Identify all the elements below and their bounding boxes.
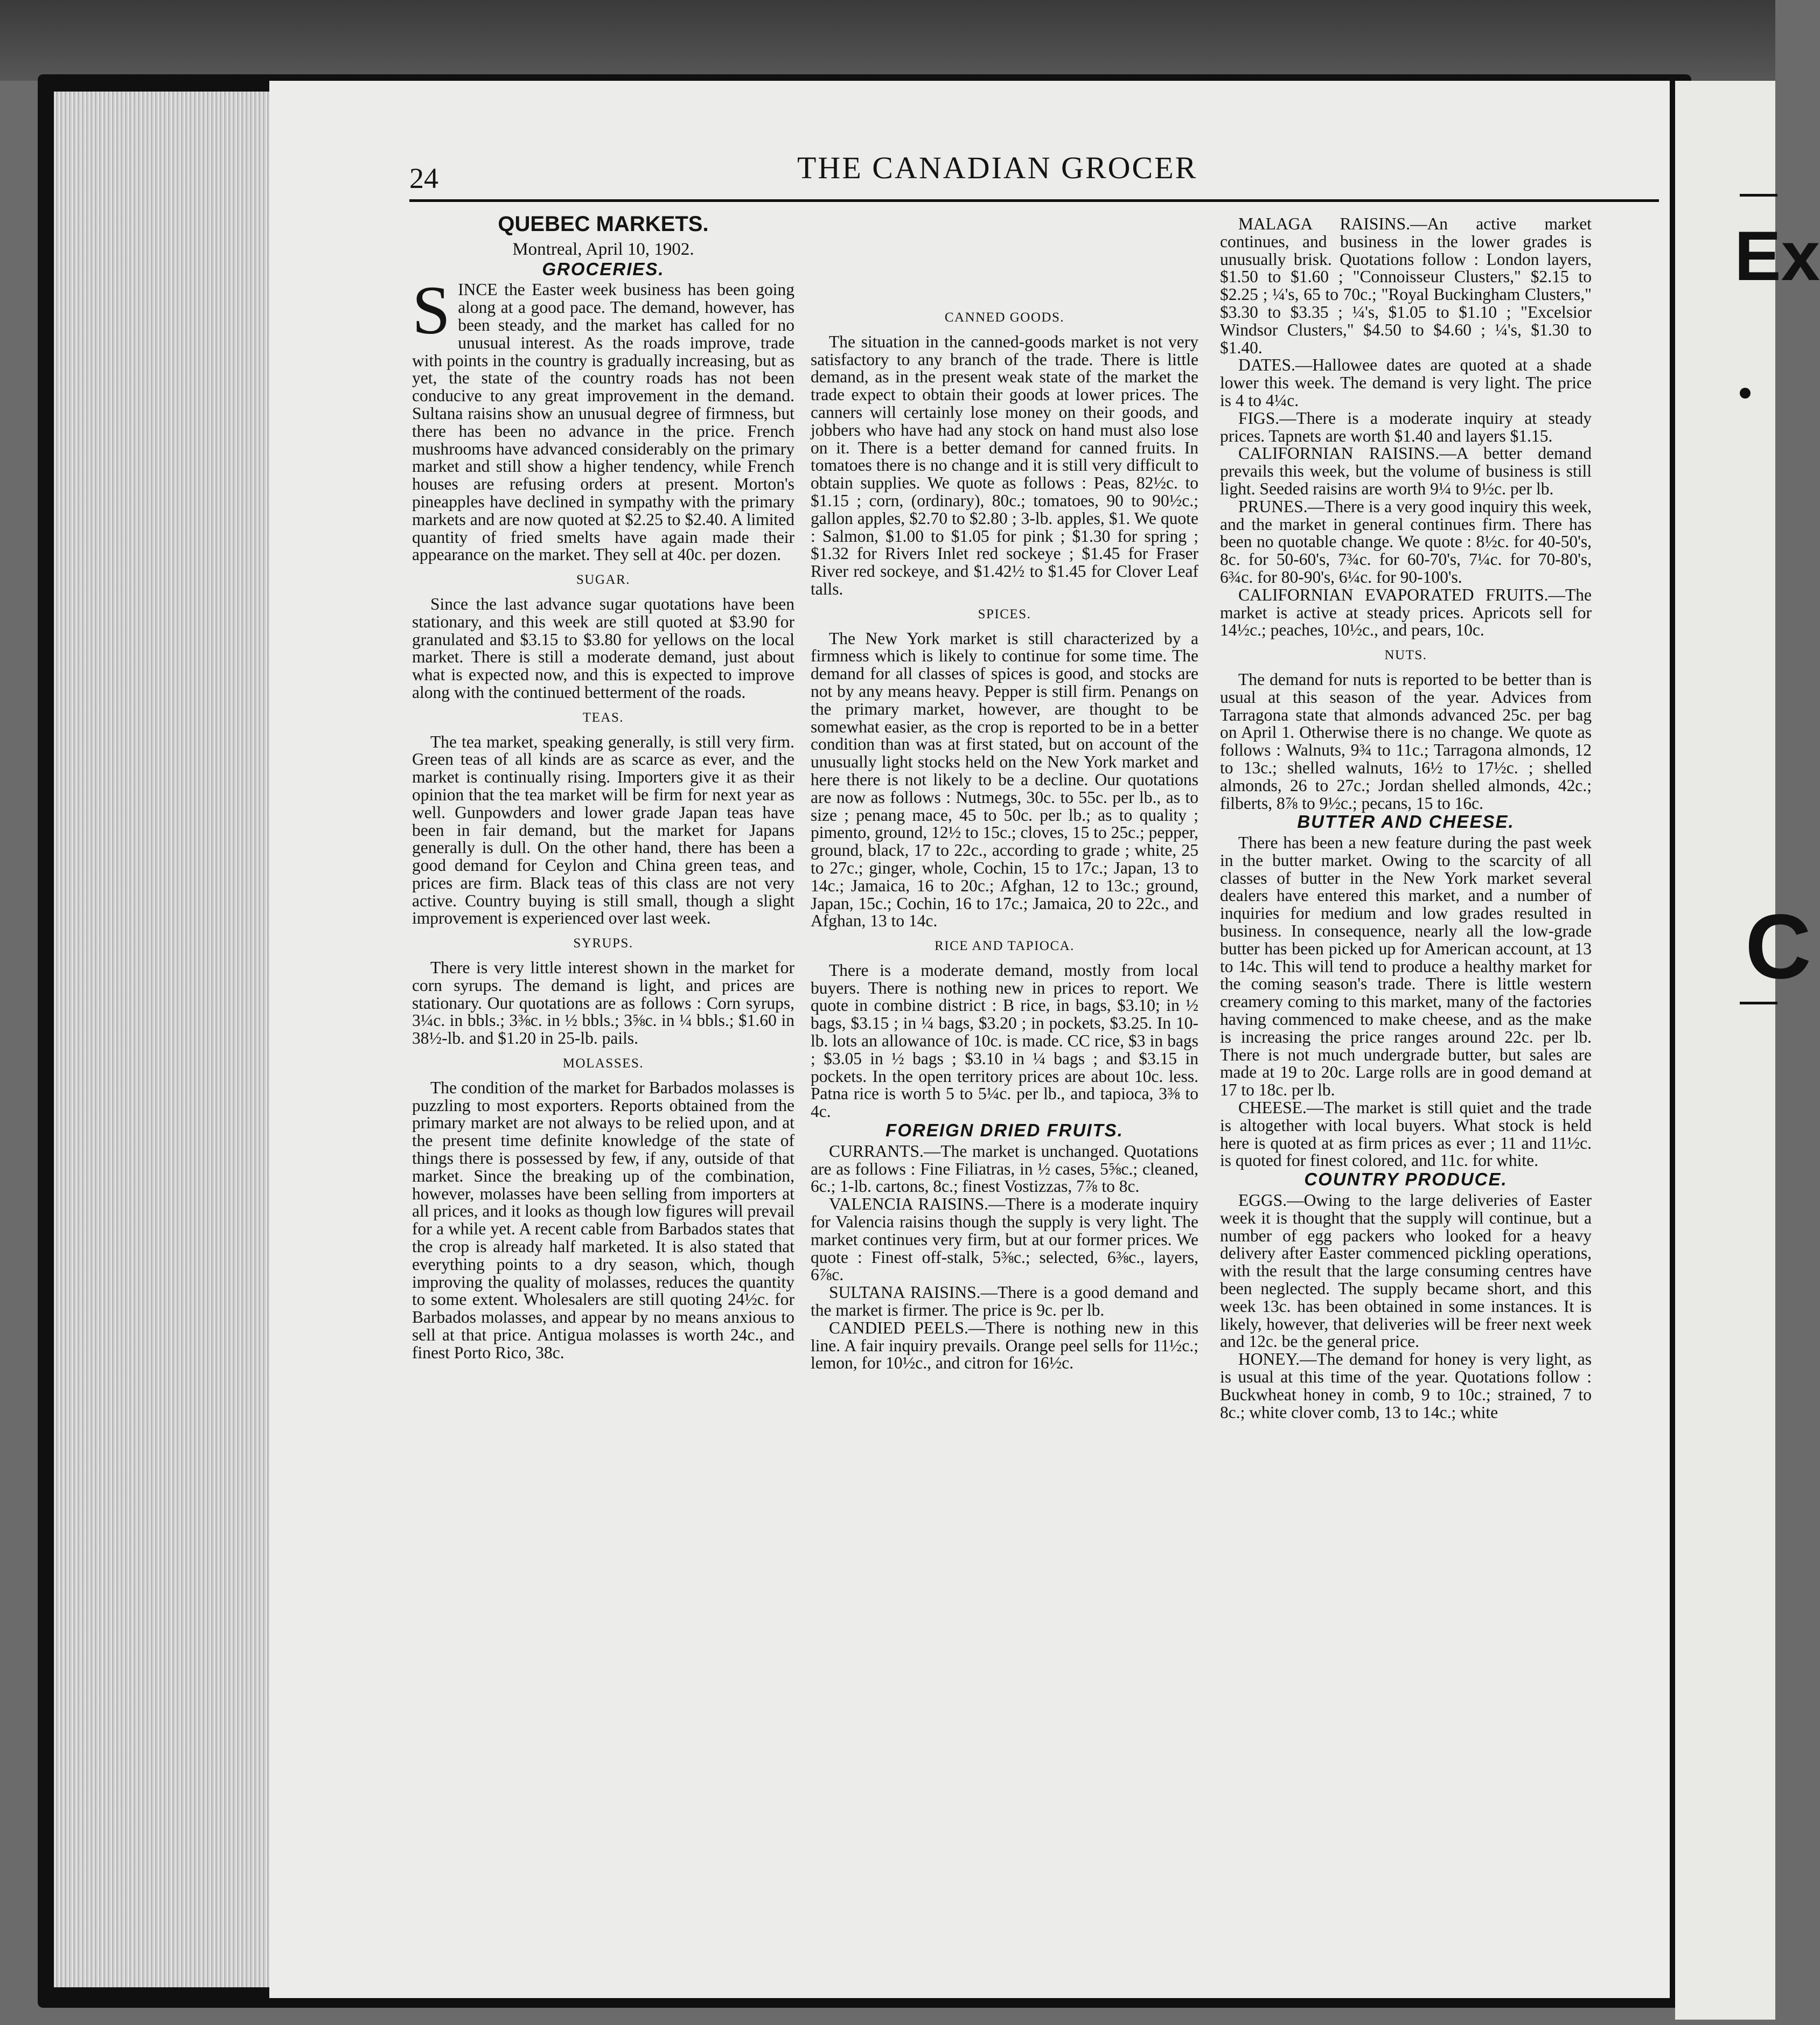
country-produce-heading: COUNTRY PRODUCE. bbox=[1304, 1169, 1508, 1190]
teas-body: The tea market, speaking generally, is still very firm. Green teas of all kinds are as scarce as ever, and the market is continually rising. Importers give it as their opinion that the tea market will be firm for next year as well. Gunpowders and lower grade Japan teas have been in fair demand, but the market for Japans generally is dull. On the other hand, there has been a good demand for Ceylon and China green teas, and prices are firm. Black teas of this class are not very active. Country buying is still small, though a slight improvement is experienced over last week. bbox=[412, 732, 794, 928]
nuts-body: The demand for nuts is reported to be better than is usual at this season of the year. Advices from Tarragona state that almonds advanced 25c. per bag on April 1. Otherwise there is no change. We quote as follows : Walnuts, 9¾ to 11c.; Tarragona almonds, 12 to 13c.; shelled walnuts, 16½ to 17½c. ; shelled almonds, 26 to 27c.; Jordan shelled almonds, 42c.; filberts, 8⅞ to 9½c.; pecans, 15 to 16c. bbox=[1220, 669, 1592, 813]
column-1 bbox=[412, 212, 794, 1362]
honey-paragraph: HONEY.—The demand for honey is very light, as is usual at this time of the year. Quotations follow : Buckwheat honey in comb, 9 to 10c.; strained, 7 to 8c.; white clover comb, 13 to 14c.; white bbox=[1220, 1350, 1592, 1422]
article-title: QUEBEC MARKETS. bbox=[498, 212, 709, 236]
adjacent-bullet bbox=[1740, 388, 1751, 399]
canned-goods-heading: CANNED GOODS. bbox=[944, 310, 1065, 325]
candied-peels-paragraph: CANDIED PEELS.—There is nothing new in this line. A fair inquiry prevails. Orange peel sells for 11½c.; lemon, for 10½c., and citron for 16½c. bbox=[811, 1318, 1198, 1373]
malaga-paragraph: MALAGA RAISINS.—An active market continues, and business in the lower grades is unusually brisk. Quotations follow : London layers, $1.50 to $1.60 ; "Connoisseur Clusters," $2.15 to $2.25 ; ¼'s, 65 to 70c.; "Royal Buckingham Clusters," $3.30 to $3.35 ; ¼'s, $1.05 to $1.10 ; "Excelsior Windsor Clusters," $4.50 to $4.60 ; ¼'s, $1.30 to $1.40. bbox=[1220, 214, 1592, 357]
sugar-body: Since the last advance sugar quotations have been stationary, and this week are still quoted at $3.90 for granulated and $3.15 to $3.80 for yellows on the local market. There is still a moderate demand, just about what is expected now, and this is expected to improve along with the continued betterment of the roads. bbox=[412, 594, 794, 702]
butter-cheese-heading: BUTTER AND CHEESE. bbox=[1297, 812, 1515, 832]
canned-goods-body: The situation in the canned-goods market is not very satisfactory to any branch of the trade. There is little demand, as in the present weak state of the market the trade expect to obtain their goods at lower prices. The canners will certainly lose money on their goods, and jobbers who have had any stock on hand must also lose on it. There is a better demand for canned fruits. In tomatoes there is no change and it is still very difficult to obtain supplies. We quote as follows : Peas, 82½c. to $1.15 ; corn, (ordinary), 80c.; tomatoes, 90 to 90½c.; gallon apples, $2.70 to $2.80 ; 3-lb. apples, $1. We quote : Salmon, $1.00 to $1.05 for pink ; $1.30 for spring ; $1.32 for Rivers Inlet red sockeye ; $1.45 for Fraser River red sockeye, and $1.42½ to $1.45 for Clover Leaf talls. bbox=[811, 332, 1198, 598]
page-edges bbox=[54, 92, 285, 1987]
groceries-heading: GROCERIES. bbox=[542, 259, 665, 279]
drop-cap: S bbox=[412, 272, 451, 349]
adjacent-heading-fragment-2: C bbox=[1745, 896, 1811, 998]
molasses-body: The condition of the market for Barbados molasses is puzzling to most exporters. Reports obtained from the primary market are not always to be relied upon, and at the present time definite knowledge of the state of things there is possessed by few, if any, outside of that market. Since the breaking up of the combination, however, molasses have been selling from importers at all prices, and it looks as though low figures will prevail for a while yet. A recent cable from Barbados states that the crop is already half marketed. It is also stated that everything points to a dry season, which, though improving the quality of molasses, reduces the quantity to some extent. Wholesalers are still quoting 24½c. for Barbados molasses, and appear by no means anxious to sell at that price. Antigua molasses is worth 24c., and finest Porto Rico, 38c. bbox=[412, 1078, 794, 1362]
adjacent-page bbox=[1675, 81, 1820, 2020]
masthead-title: THE CANADIAN GROCER bbox=[797, 150, 1198, 185]
eggs-paragraph: EGGS.—Owing to the large deliveries of Easter week it is thought that the supply will continue, but a number of egg packers who looked for a heavy delivery after Easter commenced pickling operations, with the result that the large consuming centres have been neglected. The supply became short, and this week 13c. has been obtained in some instances. It is likely, however, that deliveries will be freer next week and 12c. be the general price. bbox=[1220, 1191, 1592, 1351]
rice-tapioca-body: There is a moderate demand, mostly from local buyers. There is nothing new in prices to report. We quote in combine district : B rice, in bags, $3.10; in ½ bags, $3.15 ; in ¼ bags, $3.20 ; in pockets, $3.25. In 10-lb. lots an allowance of 10c. is made. CC rice, $3 in bags ; $3.05 in ½ bags ; $3.10 in ¼ bags ; and $3.15 in pockets. In the open territory prices are about 10c. less. Patna rice is worth 5 to 5¼c. per lb., and tapioca, 3⅜ to 4c. bbox=[811, 960, 1198, 1121]
foreign-fruits-heading: FOREIGN DRIED FRUITS. bbox=[885, 1120, 1124, 1141]
valencia-paragraph: VALENCIA RAISINS.—There is a moderate inquiry for Valencia raisins though the supply is very light. The market continues very firm, but at our former prices. We quote : Finest off-stalk, 5⅜c.; selected, 6⅜c., layers, 6⅞c. bbox=[811, 1195, 1198, 1284]
spices-heading: SPICES. bbox=[978, 606, 1031, 622]
syrups-heading: SYRUPS. bbox=[573, 936, 633, 951]
cheese-paragraph: CHEESE.—The market is still quiet and the trade is altogether with local buyers. What stock is held here is quoted at as firm prices as ever ; 11 and 11½c. is quoted for finest colored, and 11c. for white. bbox=[1220, 1098, 1592, 1170]
evaporated-fruits-paragraph: CALIFORNIAN EVAPORATED FRUITS.—The market is active at steady prices. Apricots sell for 14½c.; peaches, 10½c., and pears, 10c. bbox=[1220, 585, 1592, 640]
californian-raisins-paragraph: CALIFORNIAN RAISINS.—A better demand prevails this week, but the volume of business is still light. Seeded raisins are worth 9¼ to 9½c. per lb. bbox=[1220, 444, 1592, 498]
spices-body: The New York market is still characterized by a firmness which is likely to continue for some time. The demand for all classes of spices is good, and stocks are not by any means heavy. Pepper is still firm. Penangs on the primary market, however, are thought to be somewhat easier, as the crop is reported to be in a better condition than was at first stated, but on account of the unusually light stocks held on the New York market and here there is not likely to be a decline. Our quotations are now as follows : Nutmegs, 30c. to 55c. per lb., as to size ; penang mace, 45 to 50c. per lb.; as to quality ; pimento, ground, 12½ to 15c.; cloves, 15 to 25c.; pepper, ground, black, 17 to 22c., according to grade ; white, 25 to 27c.; ginger, whole, Cochin, 15 to 17c.; Japan, 13 to 14c.; Jamaica, 16 to 20c.; Afghan, 12 to 13c.; ground, Japan, 15c.; Cochin, 16 to 17c.; Jamaica, 20 to 22c., and Afghan, 13 to 14c. bbox=[811, 629, 1198, 931]
adjacent-rule-2 bbox=[1740, 1002, 1777, 1004]
column-3 bbox=[1220, 215, 1592, 1421]
nuts-heading: NUTS. bbox=[1384, 648, 1427, 663]
molasses-heading: MOLASSES. bbox=[562, 1056, 644, 1071]
dateline: Montreal, April 10, 1902. bbox=[512, 239, 694, 259]
butter-paragraph: There has been a new feature during the past week in the butter market. Owing to the scarcity of all classes of butter in the New York market several dealers have entered this market, and a number of inquiries for medium and low grades resulted in business. In consequence, nearly all the low-grade butter has been picked up for American account, at 13 to 14c. This will tend to produce a healthy market for the coming season's trade. There is little western creamery coming to this market, many of the factories having commenced to make cheese, and as the make is increasing the price ranges around 22c. per lb. There is not much undergrade butter, but sales are made at 19 to 20c. Large rolls are in good demand at 17 to 18c. per lb. bbox=[1220, 833, 1592, 1100]
adjacent-rule bbox=[1740, 194, 1777, 197]
page-number: 24 bbox=[409, 162, 438, 194]
groceries-paragraph bbox=[412, 272, 794, 564]
header-rule bbox=[409, 199, 1659, 202]
dates-paragraph: DATES.—Hallowee dates are quoted at a shade lower this week. The demand is very light. The price is 4 to 4¼c. bbox=[1220, 355, 1592, 410]
prunes-paragraph: PRUNES.—There is a very good inquiry this week, and the market in general continues firm. There has been no quotable change. We quote : 8½c. for 40-50's, 8c. for 50-60's, 7¾c. for 60-70's, 7¼c. for 70-80's, 6¾c. for 80-90's, 6¼c. for 90-100's. bbox=[1220, 497, 1592, 586]
rice-tapioca-heading: RICE AND TAPIOCA. bbox=[935, 939, 1075, 954]
sugar-heading: SUGAR. bbox=[576, 572, 630, 588]
figs-paragraph: FIGS.—There is a moderate inquiry at steady prices. Tapnets are worth $1.40 and layers $1.15. bbox=[1220, 408, 1592, 445]
teas-heading: TEAS. bbox=[582, 710, 624, 725]
currants-paragraph: CURRANTS.—The market is unchanged. Quotations are as follows : Fine Filiatras, in ½ cases, 5⅝c.; cleaned, 6c.; 1-lb. cartons, 8c.; finest Vostizzas, 7⅞ to 8c. bbox=[811, 1141, 1198, 1196]
adjacent-heading-fragment: Ex bbox=[1734, 217, 1820, 295]
column-2-body bbox=[811, 302, 1198, 1372]
groceries-body: INCE the Easter week business has been going along at a good pace. The demand, however, has been steady, and the market has called for no unusual interest. As the roads improve, trade with points in the country is gradually increasing, but as yet, the state of the country roads has not been conducive to any great improvement in the demand. Sultana raisins show an unusual degree of firmness, but there has been no advance in the price. French mushrooms have advanced considerably on the primary market and still show a higher tendency, while French houses are refusing orders at present. Morton's pineapples have declined in sympathy with the primary markets and are now quoted at $2.25 to $2.40. A limited quantity of fried smelts have again made their appearance on the market. They sell at 40c. per dozen. bbox=[412, 280, 794, 564]
sultana-paragraph: SULTANA RAISINS.—There is a good demand and the market is firmer. The price is 9c. per lb. bbox=[811, 1283, 1198, 1320]
syrups-body: There is very little interest shown in the market for corn syrups. The demand is light, and prices are stationary. Our quotations are as follows : Corn syrups, 3¼c. in bbls.; 3⅜c. in ½ bbls.; 3⅝c. in ¼ bbls.; $1.60 in 38½-lb. and $1.20 in 25-lb. pails. bbox=[412, 958, 794, 1048]
scanner-background bbox=[0, 0, 1775, 81]
